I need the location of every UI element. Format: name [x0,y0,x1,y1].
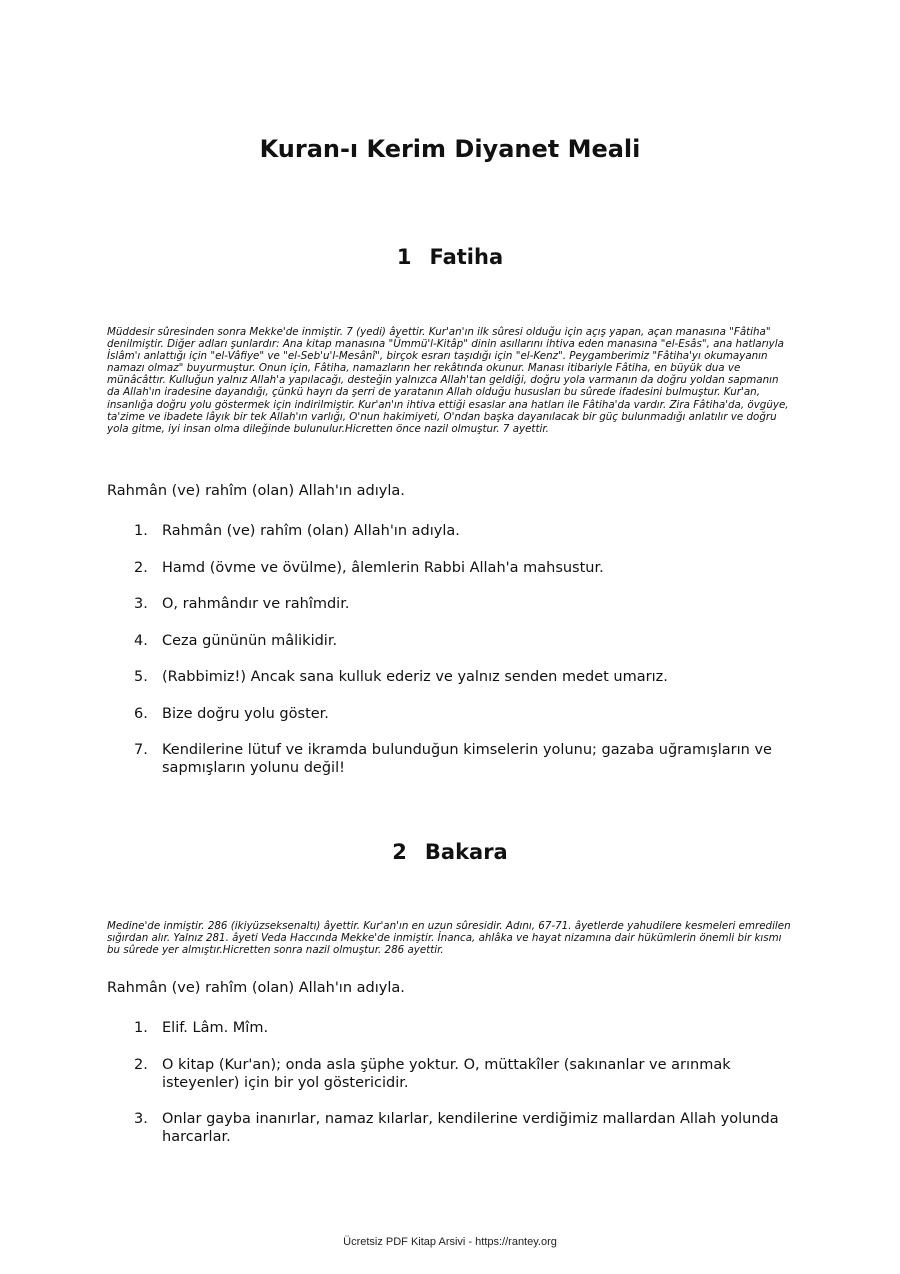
verse-text: O kitap (Kur'an); onda asla şüphe yoktur. O, müttakîler (sakınanlar ve arınmak isteyenler) için bir yol göstericidir. [162,1056,731,1091]
verse-list [107,522,797,796]
verse-item [107,1110,797,1146]
verse-text: Kendilerine lütuf ve ikramda bulunduğun kimselerin yolunu; gazaba uğramışların ve sapmışların yolunu değil! [162,742,772,776]
verse-number: 5. [134,669,148,685]
chapter-heading-bakara [0,840,900,864]
verse-item [107,1019,797,1037]
chapter-number: 2 [392,840,407,864]
basmala: Rahmân (ve) rahîm (olan) Allah'ın adıyla. [107,483,405,499]
verse-item [107,1056,797,1092]
chapter-intro: Medine'de inmiştir. 286 (ikiyüzseksenaltı) âyettir. Kur'an'ın en uzun sûresidir. Adını, 67-71. âyetlerde yahudilere kesmeleri emredilen sığırdan alır. Yalnız 281. âyeti Veda Haccında Mekke'de inmiştir. İnanca, ahlâka ve hayat nizamına dair hükümlerin önemli bir kısmı bu sûrede yer almıştır.Hicretten sonra nazil olmuştur. 286 ayettir. [107,920,791,957]
verse-number: 4. [134,632,148,649]
verse-text: Onlar gayba inanırlar, namaz kılarlar, kendilerine verdiğimiz mallardan Allah yolunda harcarlar. [162,1111,779,1145]
verse-number: 1. [134,1020,148,1036]
verse-number: 3. [134,596,148,612]
verse-text: Bize doğru yolu göster. [162,705,329,722]
verse-item [107,559,797,577]
verse-number: 6. [134,705,148,722]
verse-text: Rahmân (ve) rahîm (olan) Allah'ın adıyla. [162,523,460,539]
chapter-number: 1 [396,245,412,269]
verse-list [107,1019,797,1165]
verse-number: 3. [134,1111,148,1127]
chapter-heading-fatiha [0,245,900,269]
verse-text: Elif. Lâm. Mîm. [162,1020,269,1036]
chapter-name: Bakara [424,840,508,864]
verse-number: 2. [134,1056,148,1073]
basmala: Rahmân (ve) rahîm (olan) Allah'ın adıyla. [107,980,405,996]
chapter-intro: Müddesir sûresinden sonra Mekke'de inmiştir. 7 (yedi) âyettir. Kur'an'ın ilk sûresi olduğu için açış yapan, açan manasına "Fâtiha" denilmiştir. Diğer adları şunlardır: Ana kitap manasına "Ümmü'l-Kitâp" dinin asıllarını ihtiva eden manasına "el-Esâs", ana hatlarıyla İslâm'ı anlattığı için "el-Vâfiye" ve "el-Seb'u'l-Mesânî", birçok esrarı taşıdığı için "el-Kenz". Peygamberimiz "Fâtiha'yı okumayanın namazı olmaz" buyurmuştur. Onun için, Fâtiha, namazların her rekâtında okunur. Manası itibariyle Fâtiha, en büyük dua ve münâcâttır. Kulluğun yalnız Allah'a yapılacağı, desteğin yalnızca Allah'tan geldiği, doğru yola varmanın da doğru yoldan sapmanın da Allah'ın iradesine dayandığı, çünkü hayrı da şerri de yaratanın Allah olduğu hususları bu sûrede ifadesini bulmuştur. Kur'an, insanlığa doğru yolu göstermek için indirilmiştir. Kur'an'ın ihtiva ettiği esaslar ana hatları ile Fâtiha'da vardır. Zira Fâtiha'da, övgüye, ta'zime ve ibadete lâyık bir tek Allah'ın varlığı, O'nun hakimiyeti, O'ndan başka dayanılacak bir güç bulunmadığı anlatılır ve doğru yola gitme, iyi insan olma dileğinde bulunulur.Hicretten önce nazil olmuştur. 7 ayettir. [107,326,789,435]
verse-number: 7. [134,742,148,758]
page-title: Kuran-ı Kerim Diyanet Meali [259,135,641,163]
chapter-name: Fatiha [429,245,504,269]
verse-item [107,705,797,723]
verse-text: (Rabbimiz!) Ancak sana kulluk ederiz ve yalnız senden medet umarız. [162,669,668,685]
verse-text: Hamd (övme ve övülme), âlemlerin Rabbi Allah'a mahsustur. [162,559,604,576]
page-footer: Ücretsiz PDF Kitap Arsivi - https://rantey.org [343,1236,557,1248]
verse-number: 2. [134,559,148,576]
verse-text: O, rahmândır ve rahîmdir. [162,596,350,612]
verse-number: 1. [134,523,148,539]
verse-item [107,668,797,686]
verse-item [107,595,797,613]
verse-text: Ceza gününün mâlikidir. [162,632,338,649]
verse-item [107,522,797,540]
verse-item [107,632,797,650]
verse-item [107,741,797,777]
